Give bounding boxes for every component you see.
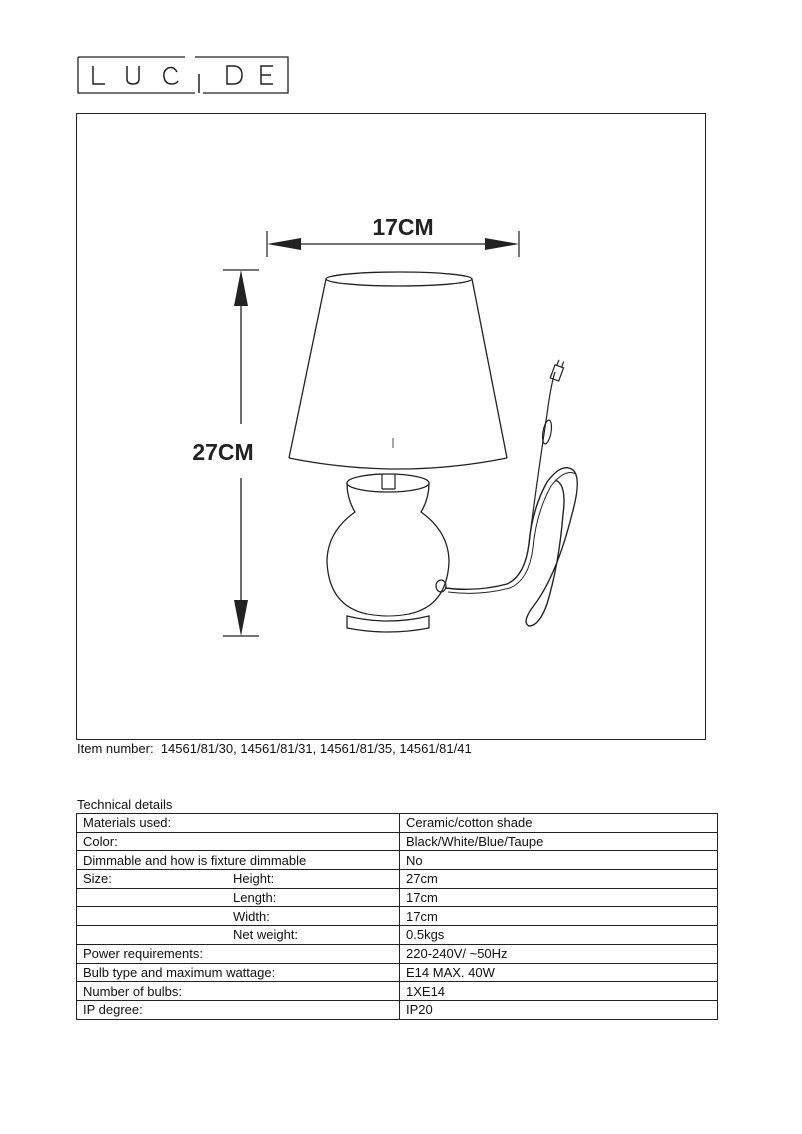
power-cable [445,359,577,626]
spec-sublabel: Height: [233,871,275,887]
spec-label-cell [77,926,400,945]
spec-value: 17cm [400,907,718,926]
spec-label-cell [77,963,400,982]
table-row [77,982,718,1001]
spec-label: Bulb type and maximum wattage: [83,964,276,980]
table-row [77,907,718,926]
spec-label: Size: [83,871,112,887]
table-row [77,814,718,833]
lamp-socket [382,474,395,489]
table-row [77,1000,718,1019]
spec-value: Black/White/Blue/Taupe [400,832,718,851]
lamp-drawing [77,114,707,741]
product-drawing-frame [76,113,706,740]
spec-sublabel: Width: [233,908,270,924]
technical-details-title: Technical details [77,797,173,812]
brand-logo [77,56,289,94]
height-label: 27CM [192,439,254,465]
width-label: 17CM [372,214,434,240]
table-row [77,963,718,982]
spec-value: Ceramic/cotton shade [400,814,718,833]
spec-value: 17cm [400,888,718,907]
spec-label: IP degree: [83,1002,143,1018]
arrow-right-icon [485,238,519,250]
spec-value: IP20 [400,1000,718,1019]
spec-sublabel: Length: [233,890,277,906]
table-row [77,832,718,851]
arrow-left-icon [267,238,301,250]
arrow-up-icon [234,270,248,306]
cable-switch-icon [541,419,553,444]
plug-icon [550,359,565,381]
lamp-base [327,474,449,632]
spec-value: E14 MAX. 40W [400,963,718,982]
spec-value: 0.5kgs [400,926,718,945]
table-row [77,944,718,963]
spec-value: 1XE14 [400,982,718,1001]
table-row [77,926,718,945]
lucide-logo-graphic [77,56,289,94]
spec-value: 220-240V/ ~50Hz [400,944,718,963]
spec-value: No [400,851,718,870]
spec-label-cell [77,907,400,926]
spec-label-cell [77,870,400,889]
width-dimension [267,214,519,257]
spec-label-cell [77,814,400,833]
item-number-value: 14561/81/30, 14561/81/31, 14561/81/35, 14561/81/41 [160,741,472,756]
spec-value: 27cm [400,870,718,889]
spec-label-cell [77,944,400,963]
spec-label: Power requirements: [83,946,203,962]
technical-details-table [76,813,718,1020]
spec-label-cell [77,888,400,907]
spec-label-cell [77,832,400,851]
arrow-down-icon [234,600,248,636]
item-number-label: Item number: [77,741,154,756]
spec-label: Dimmable and how is fixture dimmable [83,852,307,868]
spec-label: Number of bulbs: [83,983,182,999]
spec-label: Color: [83,834,118,850]
spec-label-cell [77,1000,400,1019]
table-row [77,888,718,907]
lamp-shade [289,272,507,469]
spec-label-cell [77,851,400,870]
height-dimension [192,270,259,636]
item-number [77,741,472,756]
spec-sublabel: Net weight: [233,927,299,943]
table-row [77,851,718,870]
spec-label-cell [77,982,400,1001]
table-row [77,870,718,889]
spec-label: Materials used: [83,815,172,831]
